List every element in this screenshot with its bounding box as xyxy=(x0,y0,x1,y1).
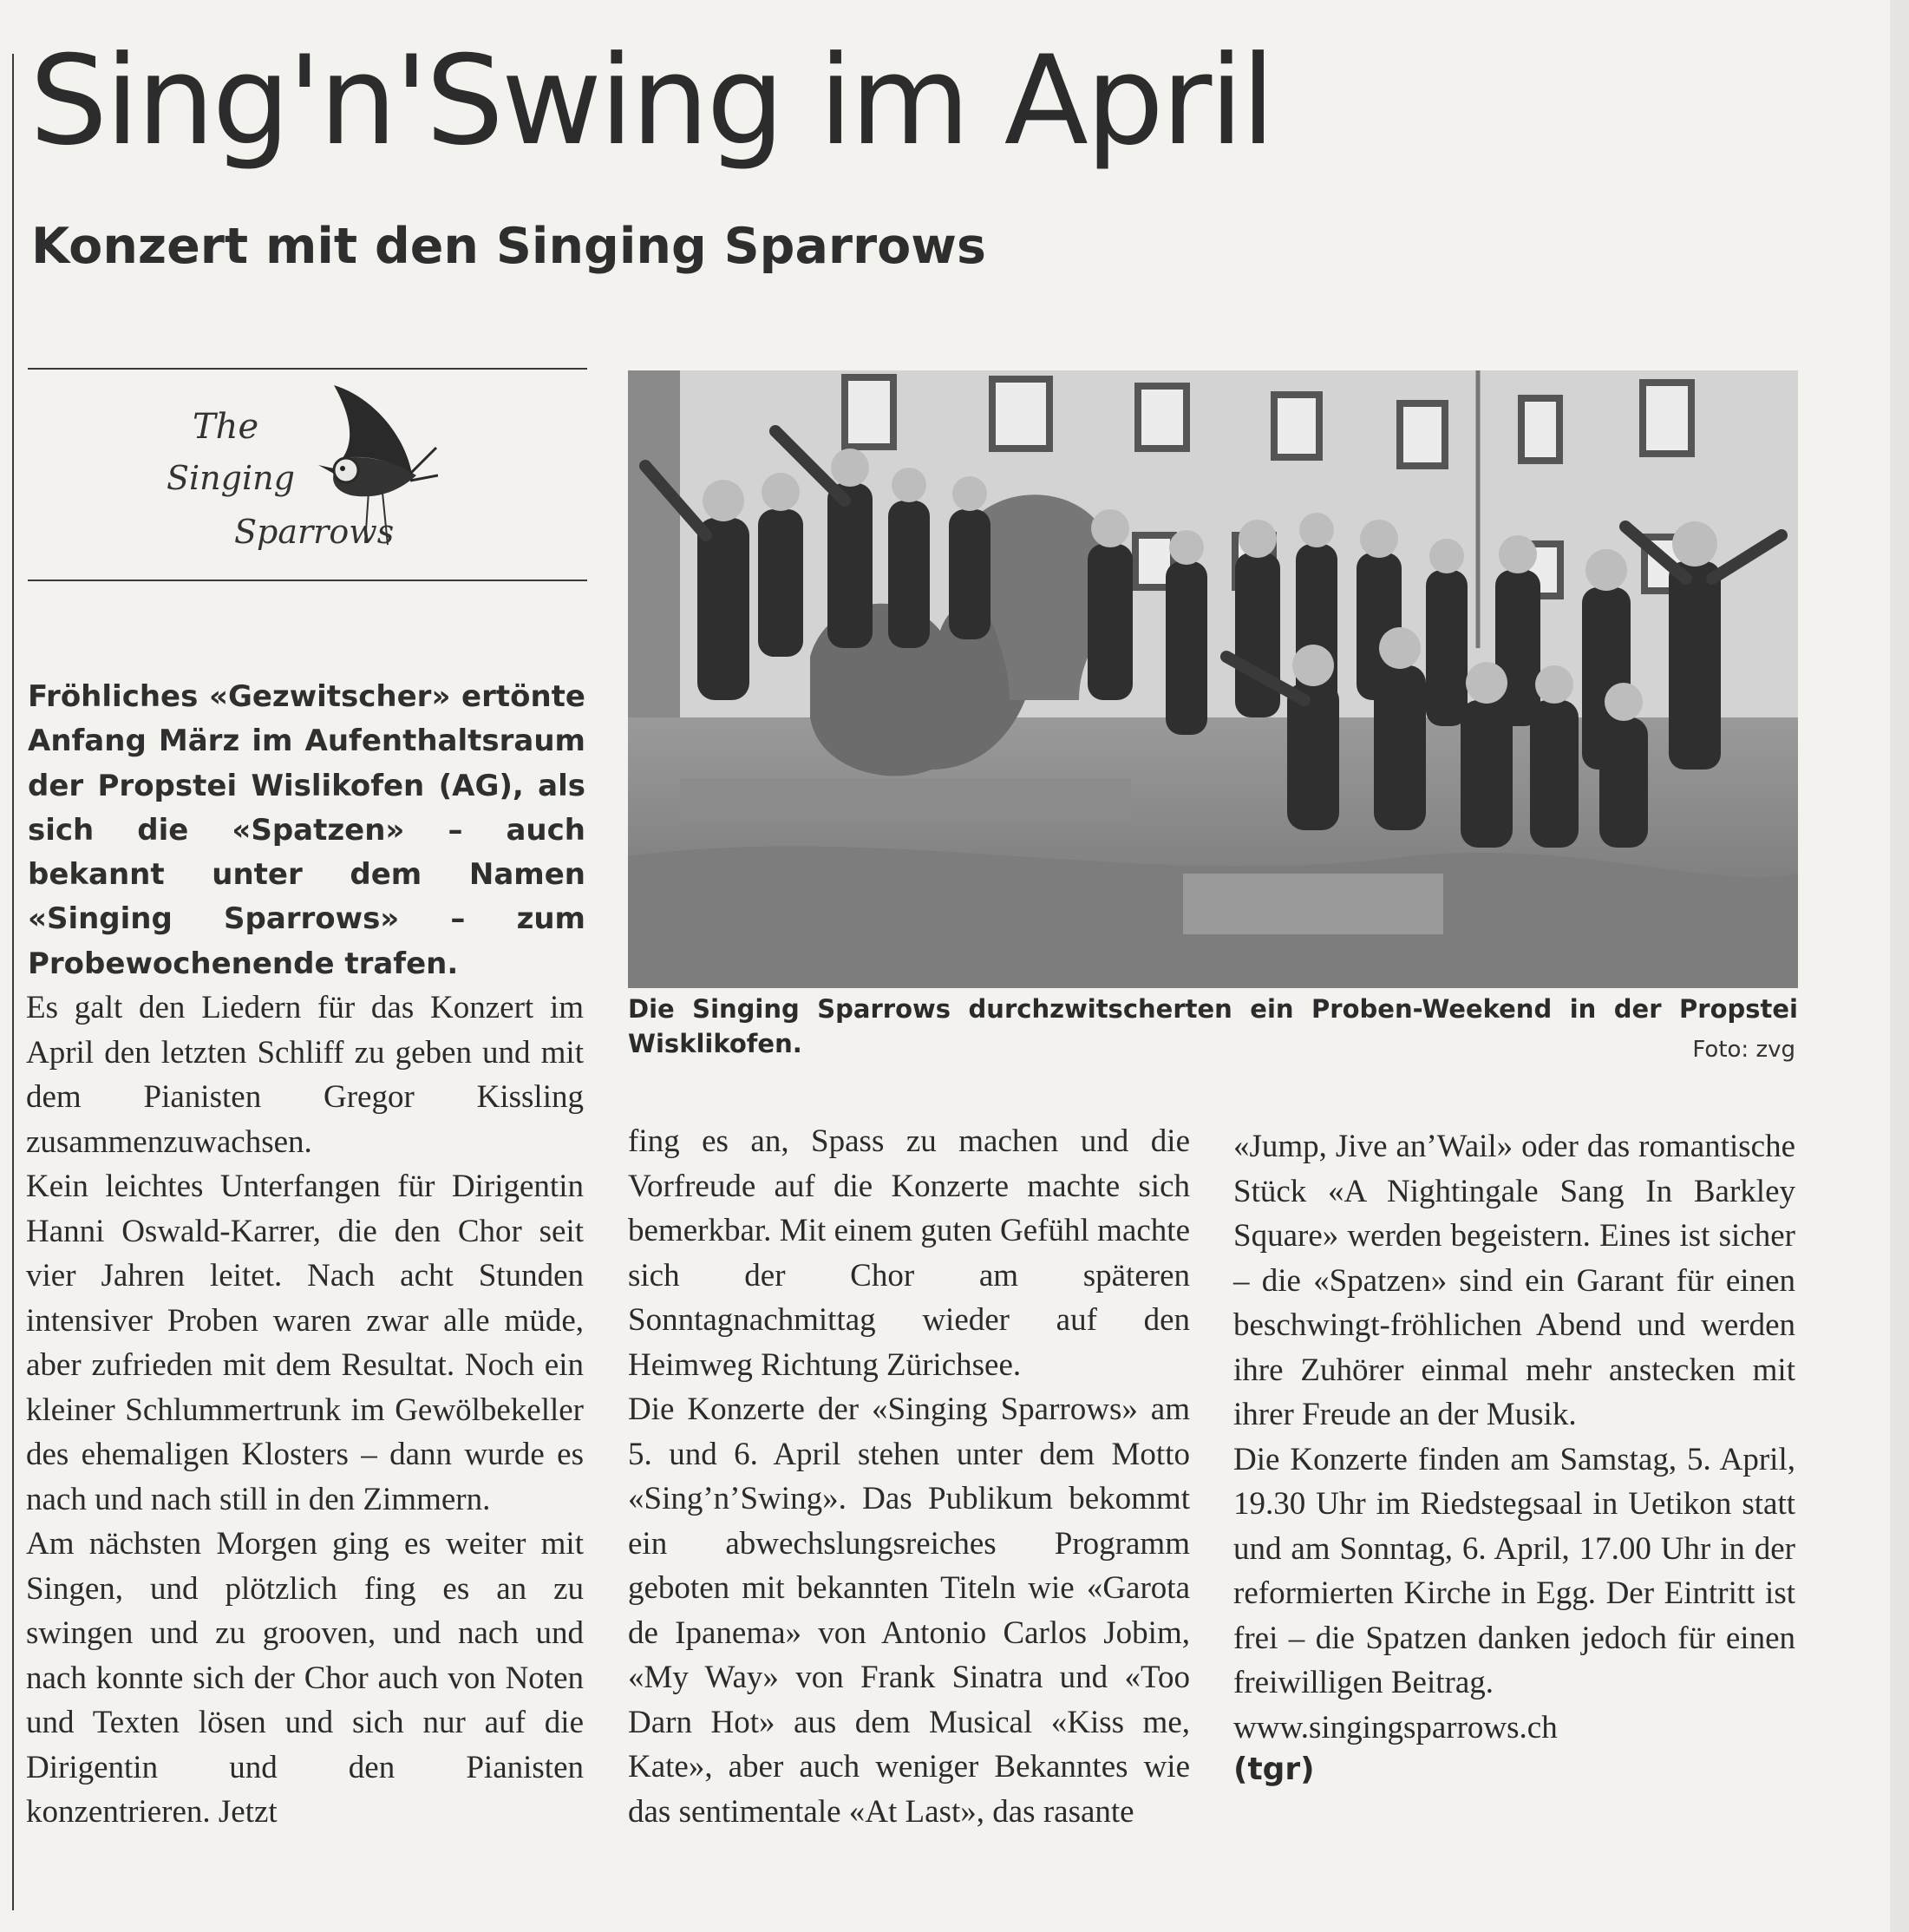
page-edge-rule xyxy=(12,54,14,1910)
logo-bottom-rule xyxy=(28,580,587,581)
photo-credit: Foto: zvg xyxy=(1692,1037,1795,1063)
logo-word-sparrows: Sparrows xyxy=(234,513,395,551)
choir-group-photo xyxy=(628,370,1798,988)
author-signature: (tgr) xyxy=(1233,1752,1315,1787)
sparrow-bird-icon xyxy=(308,378,438,552)
paragraph: Die Konzerte der «Singing Sparrows» am 5. und 6. April stehen unter dem Motto «Sing’n’Swing». Das Publikum bekommt ein abwechslungsreiches Programm geboten mit bekannten Titeln wie «Garota de Ipanema» von Antonio Carlos Jobim, «My Way» von Frank Sinatra und «Too Darn Hot» aus dem Musical «Kiss me, Kate», aber auch weniger Bekanntes wie das sentimentale «At Last», das rasante xyxy=(628,1392,1190,1830)
logo-top-rule xyxy=(28,368,587,370)
singing-sparrows-logo xyxy=(156,378,451,578)
paragraph: Die Konzerte finden am Samstag, 5. April, 19.30 Uhr im Riedstegsaal in Uetikon statt und am Sonntag, 6. April, 17.00 Uhr in der reformierten Kirche in Egg. Der Eintritt ist frei – die Spatzen danken jedoch für einen freiwilligen Beitrag. xyxy=(1233,1441,1795,1700)
logo-word-the: The xyxy=(193,407,259,447)
headline: Sing'n'Swing im April xyxy=(29,29,1273,173)
lead-paragraph: Fröhliches «Gezwitscher» ertönte Anfang März im Aufenthaltsraum der Propstei Wislikofen (AG), als sich die «Spatzen» – auch bekannt unter dem Namen «Singing Sparrows» – zum Probewochenende trafen. xyxy=(28,679,585,981)
website-link[interactable]: www.singingsparrows.ch xyxy=(1233,1709,1558,1745)
paragraph: fing es an, Spass zu machen und die Vorfreude auf die Konzerte machte sich bemerkbar. Mit einem guten Gefühl machte sich der Chor am späteren Sonntagnachmittag wieder auf den Heimweg Richtung Zürichsee. xyxy=(628,1123,1190,1383)
subheadline: Konzert mit den Singing Sparrows xyxy=(31,218,986,275)
column-2 xyxy=(628,1119,1190,1834)
paragraph: Am nächsten Morgen ging es weiter mit Singen, und plötzlich fing es an zu swingen und zu grooven, und nach und nach konnte sich der Chor auch von Noten und Texten lösen und sich nur auf die Dirigentin und den Pianisten konzentrieren. Jetzt xyxy=(26,1526,584,1830)
logo-word-singing: Singing xyxy=(167,459,295,497)
paragraph: Kein leichtes Unterfangen für Dirigentin Hanni Oswald-Karrer, die den Chor seit vier Jahren leitet. Nach acht Stunden intensiver Proben waren zwar alle müde, aber zufrieden mit dem Resultat. Noch ein kleiner Schlummertrunk im Gewölbekeller des ehemaligen Klosters – dann wurde es nach und nach still in den Zimmern. xyxy=(26,1169,584,1517)
paragraph: «Jump, Jive an’Wail» oder das romantische Stück «A Nightingale Sang In Barkley Square» werden begeistern. Eines ist sicher – die «Spatzen» sind ein Garant für einen beschwingt-fröhlichen Abend und werden ihre Zuhörer einmal mehr anstecken mit ihrer Freude an der Musik. xyxy=(1233,1129,1795,1432)
scan-edge xyxy=(1890,0,1909,1932)
column-1 xyxy=(26,986,584,1835)
column-3 xyxy=(1233,1124,1795,1790)
photo-caption: Die Singing Sparrows durchzwitscherten ein Proben-Weekend in der Propstei Wisklikofen. xyxy=(628,994,1798,1058)
paragraph: Es galt den Liedern für das Konzert im April den letzten Schliff zu geben und mit dem Pianisten Gregor Kissling zusammenzuwachsen. xyxy=(26,990,584,1160)
photo-illustration xyxy=(628,370,1798,988)
